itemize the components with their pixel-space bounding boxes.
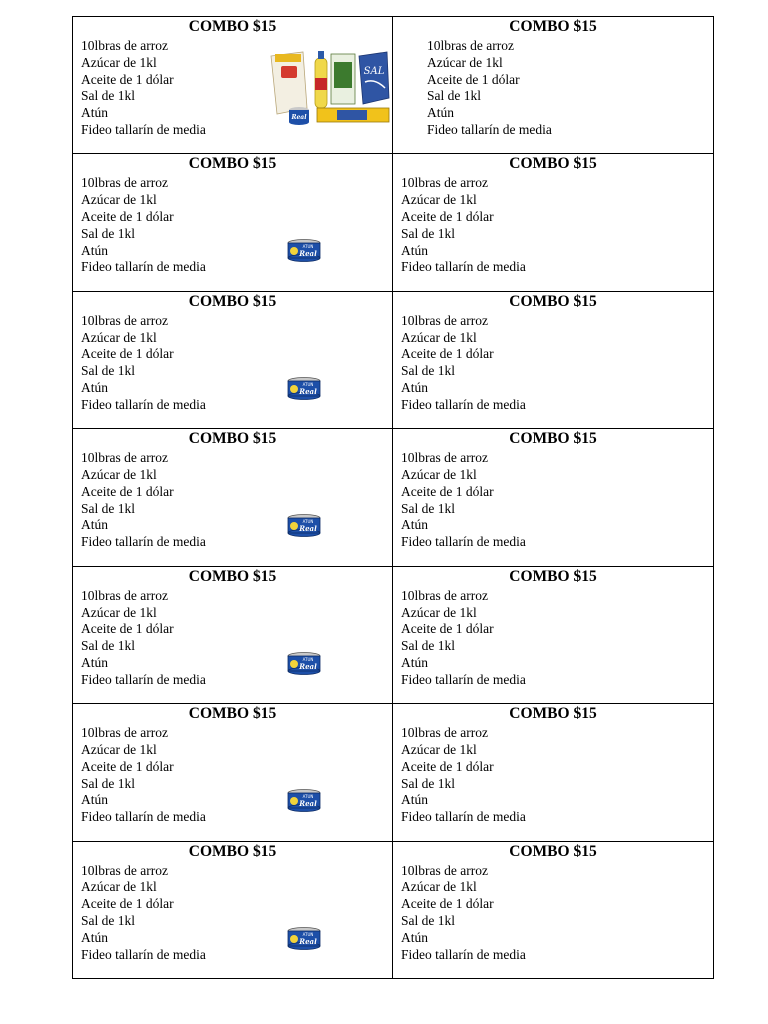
combo-item: 10lbras de arroz: [81, 38, 168, 53]
combo-title: COMBO $15: [509, 18, 597, 35]
can-top-label: ATUN: [302, 244, 314, 250]
combo-item: Aceite de 1 dólar: [81, 346, 174, 362]
combo-item: 10lbras de arroz: [401, 862, 488, 878]
combo-item-list: [81, 588, 206, 689]
combo-item: Fideo tallarín de media: [401, 671, 526, 687]
combo-item: Azúcar de 1kl: [81, 329, 157, 345]
combo-title: COMBO $15: [509, 567, 597, 585]
combo-item-list: [401, 863, 526, 964]
combo-item: Sal de 1kl: [427, 88, 481, 104]
combo-card: [393, 704, 714, 841]
combo-item: Sal de 1kl: [401, 775, 455, 791]
combo-item: Fideo tallarín de media: [81, 259, 206, 275]
tuna-can-icon: [287, 927, 321, 951]
combo-item: Azúcar de 1kl: [401, 329, 477, 345]
combo-card: [393, 567, 714, 704]
combo-item: Azúcar de 1kl: [401, 879, 477, 895]
combo-item: Aceite de 1 dólar: [401, 346, 494, 362]
combo-item-list: [401, 175, 526, 276]
combo-item: Atún: [401, 242, 428, 258]
tuna-can-icon: [287, 789, 321, 813]
combo-item: Aceite de 1 dólar: [401, 621, 494, 637]
combo-card: [393, 842, 714, 979]
can-top-label: ATUN: [302, 519, 314, 525]
combo-title: COMBO $15: [509, 155, 597, 173]
combo-item: Atún: [401, 929, 428, 945]
combo-title: COMBO $15: [188, 430, 277, 448]
can-top-label: ATUN: [302, 794, 314, 800]
combo-title: COMBO $15: [188, 567, 277, 585]
tuna-can-icon: [287, 377, 321, 401]
combo-item: Atún: [81, 929, 108, 945]
combo-item: Sal de 1kl: [81, 225, 135, 241]
combo-item: Sal de 1kl: [81, 88, 135, 104]
combo-item: Fideo tallarín de media: [427, 121, 552, 137]
coupon-grid: [72, 16, 714, 979]
combo-item: Aceite de 1 dólar: [401, 896, 494, 912]
combo-item: Fideo tallarín de media: [401, 259, 526, 275]
combo-card: [73, 429, 393, 566]
combo-title: COMBO $15: [188, 18, 277, 35]
combo-item: Aceite de 1 dólar: [81, 896, 174, 912]
combo-item: Fideo tallarín de media: [401, 396, 526, 412]
combo-title: COMBO $15: [509, 842, 597, 860]
combo-card: [393, 429, 714, 566]
can-top-label: ATUN: [302, 931, 314, 937]
combo-item: Atún: [81, 105, 108, 121]
combo-item: Aceite de 1 dólar: [401, 758, 494, 774]
combo-item: Sal de 1kl: [401, 912, 455, 928]
combo-item: Fideo tallarín de media: [81, 396, 206, 412]
can-label: Real: [299, 799, 317, 809]
combo-item: Sal de 1kl: [401, 225, 455, 241]
combo-item: Fideo tallarín de media: [81, 671, 206, 687]
combo-item-list: [401, 450, 526, 551]
combo-card: [393, 154, 714, 291]
combo-item: Sal de 1kl: [401, 500, 455, 516]
combo-item-list: [401, 588, 526, 689]
combo-item: Fideo tallarín de media: [81, 809, 206, 825]
combo-card: [73, 154, 393, 291]
combo-title: COMBO $15: [188, 842, 277, 860]
combo-item-list: [81, 450, 206, 551]
combo-item: Sal de 1kl: [81, 775, 135, 791]
combo-item: Azúcar de 1kl: [401, 741, 477, 757]
combo-item-list: [81, 175, 206, 276]
combo-item: 10lbras de arroz: [427, 38, 514, 53]
combo-item: Azúcar de 1kl: [81, 54, 157, 70]
combo-item: 10lbras de arroz: [81, 175, 168, 191]
combo-item-list: [81, 725, 206, 826]
combo-item: 10lbras de arroz: [401, 450, 488, 466]
combo-item: 10lbras de arroz: [401, 175, 488, 191]
combo-item: Aceite de 1 dólar: [81, 758, 174, 774]
combo-item: Azúcar de 1kl: [81, 741, 157, 757]
combo-card: [73, 842, 393, 979]
combo-card: [73, 704, 393, 841]
sal-label: SAL: [363, 66, 385, 77]
combo-item-list: [427, 38, 552, 139]
combo-item: Sal de 1kl: [81, 363, 135, 379]
combo-item-list: [81, 38, 206, 139]
combo-item: Atún: [81, 242, 108, 258]
combo-item: Atún: [401, 654, 428, 670]
combo-item: Atún: [81, 380, 108, 396]
combo-title: COMBO $15: [188, 705, 277, 723]
combo-item: Atún: [427, 105, 454, 121]
combo-item: Aceite de 1 dólar: [81, 483, 174, 499]
tuna-can-icon: [287, 514, 321, 538]
can-top-label: ATUN: [302, 381, 314, 387]
combo-item: Fideo tallarín de media: [81, 121, 206, 137]
combo-item-list: [401, 313, 526, 414]
combo-item: Fideo tallarín de media: [401, 534, 526, 550]
combo-item: 10lbras de arroz: [401, 312, 488, 328]
combo-item: 10lbras de arroz: [401, 725, 488, 741]
combo-item: Atún: [401, 380, 428, 396]
combo-item: Aceite de 1 dólar: [401, 483, 494, 499]
combo-item: Sal de 1kl: [81, 638, 135, 654]
combo-item: Azúcar de 1kl: [81, 879, 157, 895]
combo-item: Atún: [401, 517, 428, 533]
combo-item: Sal de 1kl: [401, 638, 455, 654]
combo-item: Sal de 1kl: [81, 500, 135, 516]
can-label: Real: [299, 936, 317, 946]
combo-title: COMBO $15: [188, 292, 277, 310]
combo-item: Azúcar de 1kl: [401, 467, 477, 483]
combo-item: Sal de 1kl: [401, 363, 455, 379]
combo-item: 10lbras de arroz: [81, 312, 168, 328]
combo-item: Atún: [81, 654, 108, 670]
combo-item-list: [81, 863, 206, 964]
combo-item: Aceite de 1 dólar: [81, 621, 174, 637]
combo-item: Fideo tallarín de media: [81, 946, 206, 962]
combo-item: Atún: [81, 792, 108, 808]
combo-item: Atún: [401, 792, 428, 808]
combo-card: [73, 567, 393, 704]
combo-card: [73, 292, 393, 429]
combo-item: Azúcar de 1kl: [81, 467, 157, 483]
combo-item-list: [401, 725, 526, 826]
combo-item: Azúcar de 1kl: [427, 54, 503, 70]
combo-title: COMBO $15: [509, 292, 597, 310]
combo-item: Aceite de 1 dólar: [81, 209, 174, 225]
combo-item: 10lbras de arroz: [401, 587, 488, 603]
combo-item: Aceite de 1 dólar: [401, 209, 494, 225]
combo-title: COMBO $15: [188, 155, 277, 173]
combo-item: Azúcar de 1kl: [401, 604, 477, 620]
can-label: Real: [299, 524, 317, 534]
combo-item: Fideo tallarín de media: [401, 946, 526, 962]
combo-item: Atún: [81, 517, 108, 533]
combo-item: Azúcar de 1kl: [81, 604, 157, 620]
combo-item: Azúcar de 1kl: [401, 192, 477, 208]
combo-item: Azúcar de 1kl: [81, 192, 157, 208]
can-top-label: ATUN: [302, 656, 314, 662]
combo-item: 10lbras de arroz: [81, 450, 168, 466]
combo-card: [73, 17, 393, 154]
tuna-can-icon: [287, 652, 321, 676]
combo-item: Aceite de 1 dólar: [427, 71, 520, 87]
combo-item-list: [81, 313, 206, 414]
can-label: Real: [299, 386, 317, 396]
combo-item: 10lbras de arroz: [81, 725, 168, 741]
combo-card: [393, 292, 714, 429]
combo-item: 10lbras de arroz: [81, 587, 168, 603]
combo-item: 10lbras de arroz: [81, 862, 168, 878]
can-label: Real: [299, 661, 317, 671]
tuna-can-icon: [287, 239, 321, 263]
combo-title: COMBO $15: [509, 705, 597, 723]
bundle-can-label: Real: [291, 114, 307, 121]
combo-card: [393, 17, 714, 154]
combo-item: Fideo tallarín de media: [401, 809, 526, 825]
combo-item: Aceite de 1 dólar: [81, 71, 174, 87]
combo-item: Fideo tallarín de media: [81, 534, 206, 550]
grocery-bundle-icon: [267, 48, 391, 128]
combo-item: Sal de 1kl: [81, 912, 135, 928]
combo-title: COMBO $15: [509, 430, 597, 448]
can-label: Real: [299, 249, 317, 259]
